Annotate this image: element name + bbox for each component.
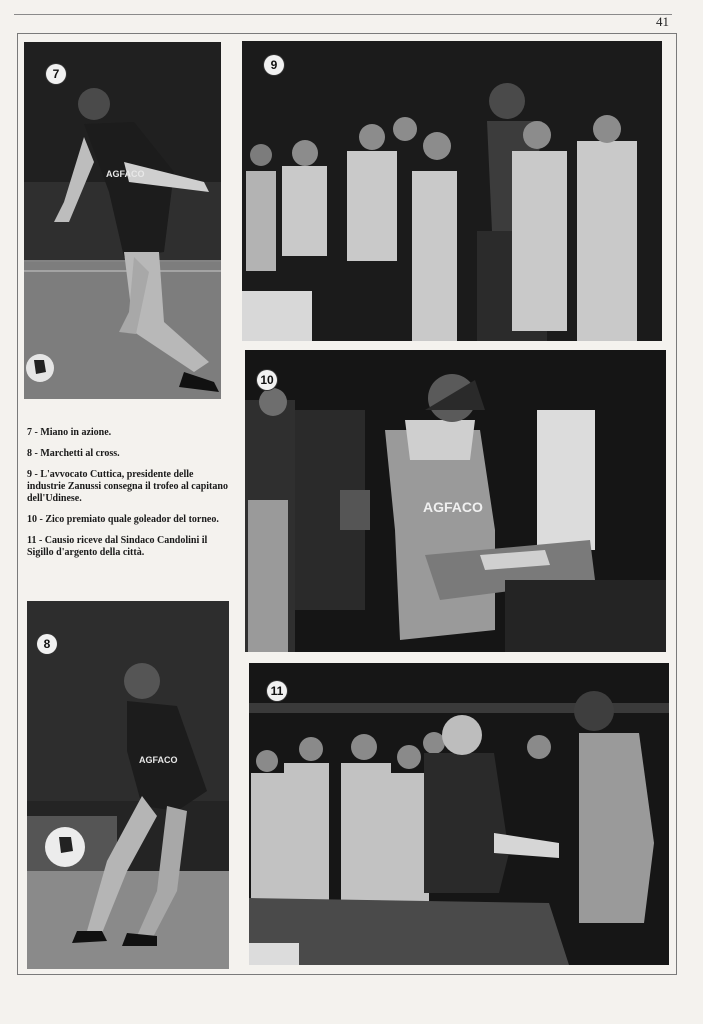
photo-8-image (27, 601, 229, 969)
caption-11: 11 - Causio riceve dal Sindaco Candolini il Sigillo d'argento della città. (27, 535, 208, 558)
photo-11-image (249, 663, 669, 965)
caption-8: 8 - Marchetti al cross. (27, 448, 120, 459)
page-number: 41 (656, 14, 669, 29)
photo-9-image (242, 41, 662, 341)
photo-7 (24, 42, 221, 399)
photo-8-badge: 8 (37, 634, 57, 654)
caption-9: 9 - L'avvocato Cuttica, presidente delle industrie Zanussi consegna il trofeo al capitano dell'Udinese. (27, 469, 228, 504)
photo-10-jersey-label: AGFACO (423, 499, 483, 515)
photo-9 (242, 41, 662, 341)
caption-10: 10 - Zico premiato quale goleador del torneo. (27, 514, 219, 525)
photo-8-jersey-label: AGFACO (139, 755, 178, 765)
photo-7-jersey-label: AGFACO (106, 169, 145, 179)
photo-11 (249, 663, 669, 965)
photo-7-image (24, 42, 221, 399)
top-rule (14, 14, 672, 15)
photo-10-badge: 10 (257, 370, 277, 390)
captions (27, 427, 232, 568)
photo-8 (27, 601, 229, 969)
photo-10-image (245, 350, 666, 652)
photo-9-badge: 9 (264, 55, 284, 75)
photo-11-badge: 11 (267, 681, 287, 701)
photo-10 (245, 350, 666, 652)
caption-7: 7 - Miano in azione. (27, 427, 112, 438)
photo-7-badge: 7 (46, 64, 66, 84)
